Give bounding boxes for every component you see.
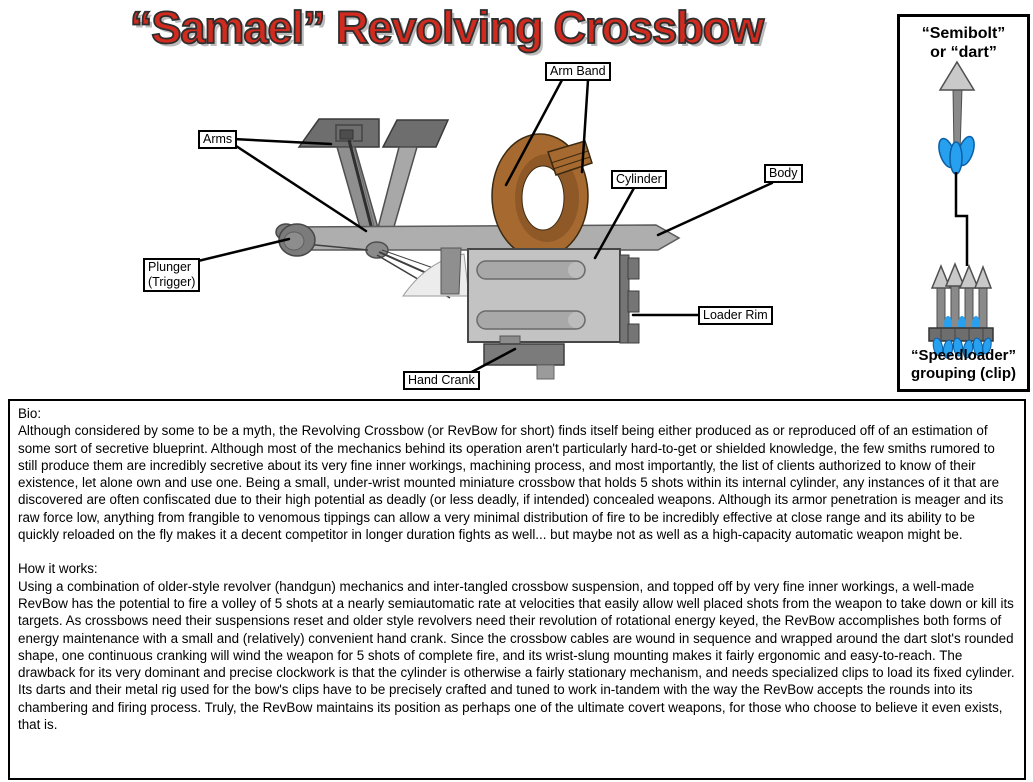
semibolt-panel [897,14,1030,392]
page-title: “Samael” Revolving Crossbow [129,2,764,53]
label-arms: Arms [198,130,237,149]
panel-caption: “Speedloader” grouping (clip) [910,347,1017,382]
panel-title: “Semibolt” or “dart” [921,25,1006,61]
label-body: Body [764,164,803,183]
dart-illustration [900,17,1027,389]
how-text: Using a combination of older-style revolver (handgun) mechanics and inter-tangled crossbow suspension, and topped off by very fine inner workings, a well-made RevBow has the potential to fire a volley of 5 shots at a nearly semiautomatic rate at velocities that easily allow well placed shots from the weapon to take down or kill its targets. As crossbows need their suspensions reset and older style revolvers need their revolution of rotational energy keyed, the RevBow accomplishes both forms of energy maintenance with a small and (relatively) convenient hand crank. Since the crossbow cables are wound in sequence and wrapped around the dart slot's rounded shape, one continuous cranking will wind the weapon for 5 shots of complete fire, and its wrist-slung mounting makes it fairly ergonomic and easy-to-reach. The drawback for its very dominant and precise clockwork is that the cylinder is otherwise a fairly stationary mechanism, and needs specialized clips to load its fixed cylinder. Its darts and their metal rig used for the bow's clips have to be precisely crafted and tuned to work in-tandem with the way the RevBow accepts the rounds into its chambering and firing process. Truly, the RevBow maintains its position as perhaps one of the ultimate covert weapons, for those who choose to believe it even exists, that is. [18,578,1015,733]
speedloader-group [929,264,993,359]
label-arm-band: Arm Band [545,62,611,81]
bio-heading: Bio: [18,406,42,421]
body-plank [284,225,679,250]
panel-connector-line [956,172,967,266]
label-cylinder: Cylinder [611,170,667,189]
how-heading: How it works: [18,561,98,577]
label-plunger: Plunger (Trigger) [143,258,200,292]
info-box [8,399,1026,780]
paragraph-spacer [18,543,1016,560]
support-post [441,248,461,294]
cylinder-shape [468,249,620,342]
label-hand-crank: Hand Crank [403,371,480,390]
label-loader-rim: Loader Rim [698,306,773,325]
loader-rim-shape [620,255,639,343]
semibolt-dart [936,62,978,174]
bio-text: Although considered by some to be a myth, the Revolving Crossbow (or RevBow for short) finds itself being either produced as or reproduced off of an estimation of some sort of secretive blueprint. Although most of the mechanics behind its operation aren't particularly hard-to-get or shielded knowledge, the few smiths rumored to still produce them are incredibly secretive about its very fine inner workings, machining process, and most importantly, the list of clients authorized to know of their existence, let alone own and use one. Being a small, under-wrist mounted miniature crossbow that holds 5 shots within its internal cylinder, any instances of it that are discovered are often confiscated due to their high potential as deadly (or less deadly, if intended) concealed weapons. Although its armor penetration is meager and its raw force low, anything from frangible to venomous tippings can allow a very minimal distribution of fire to be incredibly effective at close range and its ability to be quickly reloaded on the fly makes it a decent competitor in longer duration fights as well... but maybe not as well as a high-capacity automatic weapon might be. [18,423,1004,543]
